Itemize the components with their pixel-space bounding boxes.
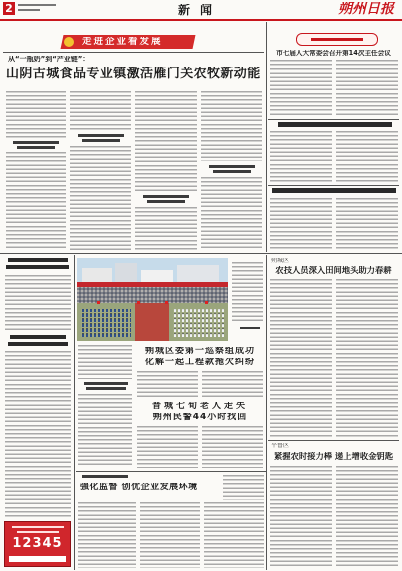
- center-story1-headline-line2: 化解一起工程款拖欠纠纷: [144, 358, 255, 367]
- center-story1-headline-line1: 朔城区委第一巡察组成功: [144, 347, 255, 356]
- header-rule: [0, 19, 402, 21]
- article-subhead: [147, 200, 185, 203]
- photo-flag: [97, 301, 100, 304]
- article-subhead: [82, 139, 120, 142]
- story-divider: [76, 471, 266, 472]
- story-divider: [268, 185, 399, 186]
- photo-student-formation: [81, 309, 131, 337]
- photo-building: [177, 265, 219, 284]
- column-divider: [266, 255, 267, 570]
- center-story3-headline: 强化监督 创优企业发展环境: [80, 483, 198, 492]
- hotline-number: 12345: [12, 537, 63, 550]
- article-body-text: [204, 502, 264, 568]
- right-story1-kicker: 朔城区: [271, 258, 290, 264]
- article-body-text: [137, 371, 198, 398]
- article-body-text: [336, 131, 398, 182]
- page-number: 2: [5, 2, 13, 15]
- article-body-text: [78, 502, 136, 568]
- right-story2-headline: 紧握农时接力棒 递上增收金钥匙: [273, 452, 394, 461]
- right-story2-kicker: 平鲁区: [271, 443, 290, 449]
- column-divider: [74, 255, 75, 570]
- article-body-text: [270, 131, 332, 182]
- article-body-text: [135, 207, 197, 250]
- article-body-text: [6, 152, 66, 250]
- article-body-text: [270, 60, 332, 117]
- story-divider: [268, 119, 399, 120]
- hotline-ad: [4, 521, 71, 567]
- feature-banner-label: 走进企业看发展: [82, 37, 163, 47]
- masthead-logo: 朔州日报: [338, 2, 394, 16]
- article-body-text: [270, 279, 332, 437]
- article-subhead: [213, 170, 251, 173]
- right-news2-headline: [278, 122, 392, 127]
- article-body-text: [270, 198, 332, 250]
- article-body-text: [336, 198, 398, 250]
- center-story2-headline-line1: 晋城七旬老人走失: [151, 402, 248, 411]
- photo-flag: [165, 301, 168, 304]
- article-body-text: [336, 60, 398, 117]
- article-subhead: [78, 134, 124, 137]
- story-divider: [268, 440, 399, 441]
- banner-ornament: [64, 37, 74, 47]
- section-divider: [0, 253, 402, 254]
- article-body-text: [5, 351, 71, 518]
- page-number-box: [3, 2, 15, 15]
- article-body-text: [270, 466, 332, 568]
- left-news1-headline: [6, 265, 69, 269]
- photo-stands-crowd: [77, 287, 228, 303]
- main-kicker: 从“一瓶奶”到“产业链”：: [8, 56, 90, 63]
- issue-date-text: [18, 4, 56, 6]
- right-story1-headline: 农技人员深入田间地头助力春耕: [275, 266, 392, 275]
- photo-credit: [240, 327, 260, 329]
- section-tag-label: [311, 38, 363, 41]
- article-subhead: [209, 165, 255, 168]
- article-body-text: [336, 279, 398, 437]
- article-subhead: [17, 146, 55, 149]
- article-body-text: [140, 502, 200, 568]
- issue-weekday-text: [18, 9, 40, 11]
- left-news2-headline: [10, 335, 66, 339]
- article-body-text: [70, 91, 131, 131]
- news-photo: [77, 258, 228, 341]
- article-subhead: [86, 387, 126, 390]
- article-body-text: [201, 177, 262, 250]
- banner-rule: [3, 52, 264, 53]
- article-body-text: [223, 475, 264, 500]
- article-body-text: [135, 91, 197, 191]
- column-divider: [266, 22, 267, 252]
- hotline-ad-slogan: [9, 556, 66, 562]
- photo-building: [141, 270, 173, 284]
- photo-banner: [77, 282, 228, 287]
- article-subhead: [143, 195, 189, 198]
- section-tag: [296, 33, 378, 46]
- center-story2-headline-line2: 朔州民警44小时找回: [152, 413, 248, 422]
- article-body-text: [6, 91, 66, 138]
- center-story3-kicker: [82, 475, 128, 478]
- photo-red-carpet: [135, 303, 169, 341]
- photo-caption-text: [232, 262, 263, 322]
- article-subhead: [84, 382, 128, 385]
- article-body-text: [336, 466, 398, 568]
- photo-flag: [137, 301, 140, 304]
- article-body-text: [78, 394, 132, 468]
- left-news2-headline: [8, 342, 68, 346]
- left-news1-headline: [8, 258, 68, 262]
- article-body-text: [5, 275, 71, 331]
- hotline-ad-caption: [12, 526, 64, 528]
- photo-student-formation: [173, 309, 224, 337]
- hotline-ad-caption: [17, 531, 59, 533]
- article-body-text: [201, 91, 262, 161]
- article-body-text: [78, 345, 132, 379]
- article-body-text: [137, 426, 198, 468]
- article-subhead: [13, 141, 59, 144]
- photo-building: [82, 268, 112, 284]
- article-body-text: [70, 146, 131, 250]
- photo-building: [115, 263, 137, 284]
- main-headline: 山阴古城食品专业镇激活雁门关农牧新动能: [6, 67, 261, 80]
- section-title: 新闻: [178, 4, 223, 16]
- right-news1-headline: 市七届人大常委会召开第14次主任会议: [276, 50, 391, 57]
- right-news3-headline: [272, 188, 396, 193]
- article-body-text: [202, 426, 263, 468]
- photo-flag: [205, 301, 208, 304]
- article-body-text: [202, 371, 263, 398]
